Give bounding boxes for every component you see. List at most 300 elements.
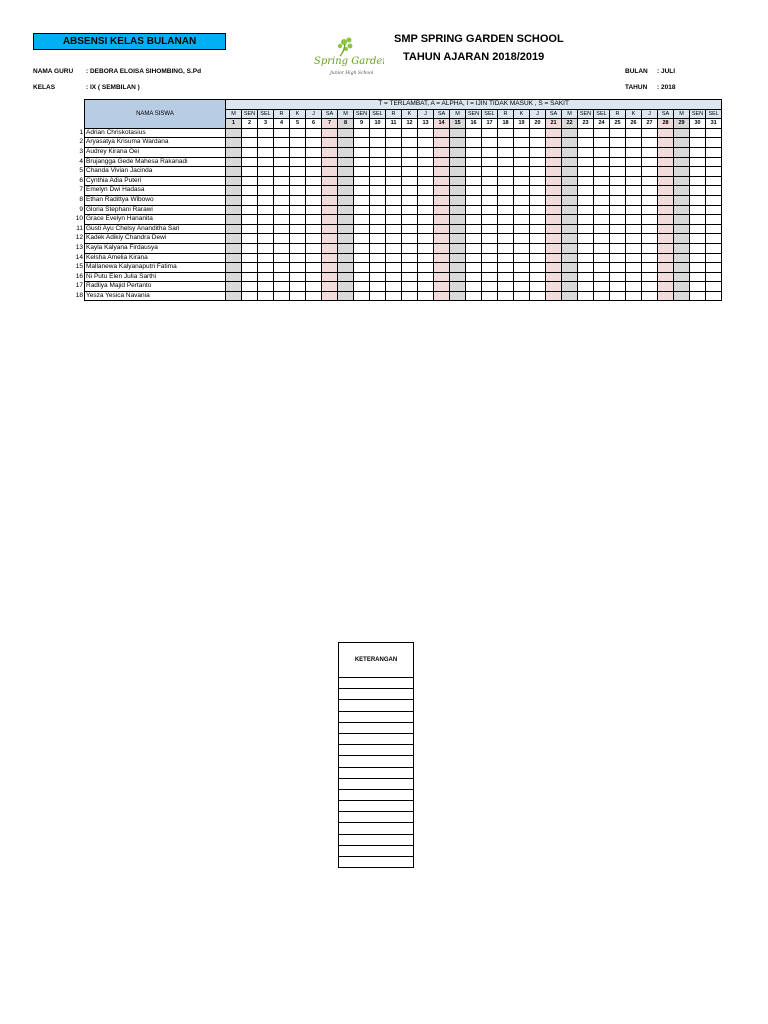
attendance-cell[interactable] [226, 157, 242, 167]
attendance-cell[interactable] [546, 282, 562, 292]
attendance-cell[interactable] [530, 176, 546, 186]
attendance-cell[interactable] [642, 195, 658, 205]
attendance-cell[interactable] [594, 205, 610, 215]
attendance-cell[interactable] [594, 167, 610, 177]
attendance-cell[interactable] [482, 167, 498, 177]
attendance-cell[interactable] [226, 234, 242, 244]
attendance-cell[interactable] [610, 186, 626, 196]
keterangan-row[interactable] [339, 801, 414, 812]
attendance-cell[interactable] [242, 147, 258, 157]
attendance-cell[interactable] [354, 234, 370, 244]
attendance-cell[interactable] [642, 128, 658, 138]
attendance-cell[interactable] [322, 167, 338, 177]
attendance-cell[interactable] [594, 234, 610, 244]
attendance-cell[interactable] [642, 167, 658, 177]
attendance-cell[interactable] [498, 253, 514, 263]
attendance-cell[interactable] [418, 215, 434, 225]
attendance-cell[interactable] [514, 195, 530, 205]
attendance-cell[interactable] [610, 205, 626, 215]
attendance-cell[interactable] [674, 195, 690, 205]
attendance-cell[interactable] [658, 157, 674, 167]
attendance-cell[interactable] [546, 157, 562, 167]
attendance-cell[interactable] [530, 205, 546, 215]
attendance-cell[interactable] [658, 176, 674, 186]
attendance-cell[interactable] [402, 263, 418, 273]
attendance-cell[interactable] [370, 205, 386, 215]
attendance-cell[interactable] [354, 205, 370, 215]
attendance-cell[interactable] [258, 147, 274, 157]
attendance-cell[interactable] [514, 224, 530, 234]
attendance-cell[interactable] [226, 243, 242, 253]
attendance-cell[interactable] [402, 138, 418, 148]
attendance-cell[interactable] [338, 224, 354, 234]
attendance-cell[interactable] [290, 282, 306, 292]
attendance-cell[interactable] [450, 263, 466, 273]
attendance-cell[interactable] [578, 243, 594, 253]
attendance-cell[interactable] [642, 282, 658, 292]
attendance-cell[interactable] [466, 186, 482, 196]
attendance-cell[interactable] [610, 195, 626, 205]
attendance-cell[interactable] [594, 282, 610, 292]
attendance-cell[interactable] [418, 263, 434, 273]
attendance-cell[interactable] [674, 282, 690, 292]
attendance-cell[interactable] [450, 128, 466, 138]
attendance-cell[interactable] [690, 234, 706, 244]
attendance-cell[interactable] [610, 253, 626, 263]
attendance-cell[interactable] [306, 128, 322, 138]
attendance-cell[interactable] [482, 282, 498, 292]
attendance-cell[interactable] [466, 263, 482, 273]
attendance-cell[interactable] [434, 128, 450, 138]
attendance-cell[interactable] [578, 195, 594, 205]
attendance-cell[interactable] [242, 234, 258, 244]
attendance-cell[interactable] [626, 167, 642, 177]
attendance-cell[interactable] [354, 157, 370, 167]
attendance-cell[interactable] [546, 138, 562, 148]
attendance-cell[interactable] [434, 205, 450, 215]
attendance-cell[interactable] [482, 195, 498, 205]
attendance-cell[interactable] [482, 272, 498, 282]
keterangan-row[interactable] [339, 700, 414, 711]
attendance-cell[interactable] [290, 147, 306, 157]
attendance-cell[interactable] [354, 272, 370, 282]
keterangan-row[interactable] [339, 789, 414, 800]
attendance-cell[interactable] [450, 176, 466, 186]
attendance-cell[interactable] [530, 128, 546, 138]
attendance-cell[interactable] [306, 138, 322, 148]
attendance-cell[interactable] [402, 272, 418, 282]
attendance-cell[interactable] [434, 186, 450, 196]
attendance-cell[interactable] [290, 205, 306, 215]
attendance-cell[interactable] [530, 234, 546, 244]
attendance-cell[interactable] [562, 263, 578, 273]
attendance-cell[interactable] [642, 138, 658, 148]
attendance-cell[interactable] [418, 243, 434, 253]
attendance-cell[interactable] [370, 147, 386, 157]
attendance-cell[interactable] [706, 234, 722, 244]
attendance-cell[interactable] [274, 243, 290, 253]
attendance-cell[interactable] [370, 243, 386, 253]
attendance-cell[interactable] [466, 157, 482, 167]
attendance-cell[interactable] [402, 253, 418, 263]
attendance-cell[interactable] [706, 186, 722, 196]
attendance-cell[interactable] [610, 243, 626, 253]
attendance-cell[interactable] [642, 253, 658, 263]
attendance-cell[interactable] [578, 291, 594, 301]
keterangan-row[interactable] [339, 767, 414, 778]
attendance-cell[interactable] [226, 253, 242, 263]
attendance-cell[interactable] [546, 253, 562, 263]
attendance-cell[interactable] [258, 195, 274, 205]
attendance-cell[interactable] [450, 243, 466, 253]
keterangan-row[interactable] [339, 678, 414, 689]
attendance-cell[interactable] [274, 147, 290, 157]
attendance-cell[interactable] [690, 128, 706, 138]
attendance-cell[interactable] [546, 186, 562, 196]
attendance-cell[interactable] [386, 128, 402, 138]
attendance-cell[interactable] [226, 195, 242, 205]
attendance-cell[interactable] [274, 205, 290, 215]
attendance-cell[interactable] [466, 128, 482, 138]
keterangan-row[interactable] [339, 857, 414, 868]
attendance-cell[interactable] [322, 224, 338, 234]
attendance-cell[interactable] [642, 147, 658, 157]
attendance-cell[interactable] [530, 272, 546, 282]
attendance-cell[interactable] [594, 224, 610, 234]
attendance-cell[interactable] [690, 243, 706, 253]
attendance-cell[interactable] [402, 243, 418, 253]
attendance-cell[interactable] [290, 263, 306, 273]
attendance-cell[interactable] [258, 291, 274, 301]
attendance-cell[interactable] [626, 243, 642, 253]
attendance-cell[interactable] [498, 272, 514, 282]
attendance-cell[interactable] [226, 224, 242, 234]
attendance-cell[interactable] [674, 205, 690, 215]
attendance-cell[interactable] [386, 215, 402, 225]
attendance-cell[interactable] [418, 291, 434, 301]
attendance-cell[interactable] [386, 176, 402, 186]
attendance-cell[interactable] [482, 176, 498, 186]
attendance-cell[interactable] [370, 128, 386, 138]
attendance-cell[interactable] [706, 263, 722, 273]
keterangan-row[interactable] [339, 722, 414, 733]
attendance-cell[interactable] [530, 282, 546, 292]
attendance-cell[interactable] [706, 176, 722, 186]
attendance-cell[interactable] [450, 253, 466, 263]
attendance-cell[interactable] [706, 224, 722, 234]
attendance-cell[interactable] [594, 147, 610, 157]
attendance-cell[interactable] [498, 176, 514, 186]
attendance-cell[interactable] [354, 195, 370, 205]
attendance-cell[interactable] [258, 186, 274, 196]
attendance-cell[interactable] [258, 263, 274, 273]
attendance-cell[interactable] [610, 234, 626, 244]
attendance-cell[interactable] [514, 138, 530, 148]
attendance-cell[interactable] [546, 243, 562, 253]
attendance-cell[interactable] [498, 243, 514, 253]
attendance-cell[interactable] [386, 272, 402, 282]
attendance-cell[interactable] [530, 157, 546, 167]
attendance-cell[interactable] [562, 215, 578, 225]
attendance-cell[interactable] [322, 234, 338, 244]
attendance-cell[interactable] [242, 167, 258, 177]
attendance-cell[interactable] [258, 272, 274, 282]
attendance-cell[interactable] [450, 224, 466, 234]
attendance-cell[interactable] [610, 291, 626, 301]
attendance-cell[interactable] [562, 147, 578, 157]
attendance-cell[interactable] [498, 138, 514, 148]
attendance-cell[interactable] [322, 147, 338, 157]
attendance-cell[interactable] [386, 186, 402, 196]
attendance-cell[interactable] [674, 272, 690, 282]
attendance-cell[interactable] [642, 234, 658, 244]
attendance-cell[interactable] [322, 186, 338, 196]
attendance-cell[interactable] [498, 215, 514, 225]
attendance-cell[interactable] [642, 215, 658, 225]
attendance-cell[interactable] [434, 253, 450, 263]
attendance-cell[interactable] [706, 205, 722, 215]
attendance-cell[interactable] [274, 215, 290, 225]
attendance-cell[interactable] [610, 263, 626, 273]
attendance-cell[interactable] [370, 291, 386, 301]
keterangan-row[interactable] [339, 823, 414, 834]
attendance-cell[interactable] [338, 167, 354, 177]
attendance-cell[interactable] [274, 195, 290, 205]
attendance-cell[interactable] [418, 282, 434, 292]
attendance-cell[interactable] [658, 147, 674, 157]
attendance-cell[interactable] [706, 243, 722, 253]
attendance-cell[interactable] [466, 205, 482, 215]
attendance-cell[interactable] [386, 234, 402, 244]
attendance-cell[interactable] [466, 195, 482, 205]
attendance-cell[interactable] [306, 272, 322, 282]
attendance-cell[interactable] [226, 186, 242, 196]
attendance-cell[interactable] [418, 167, 434, 177]
attendance-cell[interactable] [498, 167, 514, 177]
attendance-cell[interactable] [418, 147, 434, 157]
attendance-cell[interactable] [418, 205, 434, 215]
attendance-cell[interactable] [418, 186, 434, 196]
attendance-cell[interactable] [690, 272, 706, 282]
attendance-cell[interactable] [498, 128, 514, 138]
attendance-cell[interactable] [514, 272, 530, 282]
attendance-cell[interactable] [242, 282, 258, 292]
attendance-cell[interactable] [322, 243, 338, 253]
attendance-cell[interactable] [562, 176, 578, 186]
attendance-cell[interactable] [642, 205, 658, 215]
attendance-cell[interactable] [306, 243, 322, 253]
attendance-cell[interactable] [674, 157, 690, 167]
attendance-cell[interactable] [626, 234, 642, 244]
attendance-cell[interactable] [690, 176, 706, 186]
attendance-cell[interactable] [626, 205, 642, 215]
attendance-cell[interactable] [690, 263, 706, 273]
attendance-cell[interactable] [306, 263, 322, 273]
attendance-cell[interactable] [354, 215, 370, 225]
attendance-cell[interactable] [674, 253, 690, 263]
attendance-cell[interactable] [338, 138, 354, 148]
attendance-cell[interactable] [466, 253, 482, 263]
attendance-cell[interactable] [530, 243, 546, 253]
attendance-cell[interactable] [674, 176, 690, 186]
attendance-cell[interactable] [482, 186, 498, 196]
attendance-cell[interactable] [306, 205, 322, 215]
attendance-cell[interactable] [370, 167, 386, 177]
attendance-cell[interactable] [642, 224, 658, 234]
attendance-cell[interactable] [354, 147, 370, 157]
attendance-cell[interactable] [354, 186, 370, 196]
attendance-cell[interactable] [514, 234, 530, 244]
attendance-cell[interactable] [626, 263, 642, 273]
attendance-cell[interactable] [450, 234, 466, 244]
attendance-cell[interactable] [674, 147, 690, 157]
attendance-cell[interactable] [418, 195, 434, 205]
attendance-cell[interactable] [562, 186, 578, 196]
attendance-cell[interactable] [610, 147, 626, 157]
attendance-cell[interactable] [402, 205, 418, 215]
attendance-cell[interactable] [434, 138, 450, 148]
attendance-cell[interactable] [226, 147, 242, 157]
attendance-cell[interactable] [290, 243, 306, 253]
attendance-cell[interactable] [226, 128, 242, 138]
attendance-cell[interactable] [274, 282, 290, 292]
keterangan-row[interactable] [339, 845, 414, 856]
attendance-cell[interactable] [306, 224, 322, 234]
attendance-cell[interactable] [498, 205, 514, 215]
attendance-cell[interactable] [242, 253, 258, 263]
attendance-cell[interactable] [610, 157, 626, 167]
attendance-cell[interactable] [322, 176, 338, 186]
attendance-cell[interactable] [514, 186, 530, 196]
attendance-cell[interactable] [402, 157, 418, 167]
attendance-cell[interactable] [386, 253, 402, 263]
attendance-cell[interactable] [530, 186, 546, 196]
attendance-cell[interactable] [386, 147, 402, 157]
attendance-cell[interactable] [226, 272, 242, 282]
attendance-cell[interactable] [546, 205, 562, 215]
attendance-cell[interactable] [258, 176, 274, 186]
attendance-cell[interactable] [242, 243, 258, 253]
attendance-cell[interactable] [674, 215, 690, 225]
attendance-cell[interactable] [450, 272, 466, 282]
attendance-cell[interactable] [626, 186, 642, 196]
attendance-cell[interactable] [482, 205, 498, 215]
attendance-cell[interactable] [562, 205, 578, 215]
attendance-cell[interactable] [626, 157, 642, 167]
attendance-cell[interactable] [626, 128, 642, 138]
attendance-cell[interactable] [546, 195, 562, 205]
attendance-cell[interactable] [562, 282, 578, 292]
attendance-cell[interactable] [290, 291, 306, 301]
attendance-cell[interactable] [578, 128, 594, 138]
attendance-cell[interactable] [290, 272, 306, 282]
attendance-cell[interactable] [530, 263, 546, 273]
attendance-cell[interactable] [450, 282, 466, 292]
attendance-cell[interactable] [626, 195, 642, 205]
attendance-cell[interactable] [290, 176, 306, 186]
attendance-cell[interactable] [562, 195, 578, 205]
attendance-cell[interactable] [498, 224, 514, 234]
attendance-cell[interactable] [642, 272, 658, 282]
attendance-cell[interactable] [706, 147, 722, 157]
attendance-cell[interactable] [546, 272, 562, 282]
attendance-cell[interactable] [370, 138, 386, 148]
attendance-cell[interactable] [242, 128, 258, 138]
attendance-cell[interactable] [610, 282, 626, 292]
attendance-cell[interactable] [498, 195, 514, 205]
attendance-cell[interactable] [690, 138, 706, 148]
attendance-cell[interactable] [354, 243, 370, 253]
attendance-cell[interactable] [706, 128, 722, 138]
attendance-cell[interactable] [306, 147, 322, 157]
attendance-cell[interactable] [690, 147, 706, 157]
attendance-cell[interactable] [290, 234, 306, 244]
attendance-cell[interactable] [306, 282, 322, 292]
attendance-cell[interactable] [338, 263, 354, 273]
attendance-cell[interactable] [450, 215, 466, 225]
attendance-cell[interactable] [466, 224, 482, 234]
attendance-cell[interactable] [674, 243, 690, 253]
attendance-cell[interactable] [594, 263, 610, 273]
attendance-cell[interactable] [418, 138, 434, 148]
attendance-cell[interactable] [386, 157, 402, 167]
attendance-cell[interactable] [578, 282, 594, 292]
attendance-cell[interactable] [434, 263, 450, 273]
attendance-cell[interactable] [370, 253, 386, 263]
attendance-cell[interactable] [546, 128, 562, 138]
attendance-cell[interactable] [306, 253, 322, 263]
attendance-cell[interactable] [530, 138, 546, 148]
attendance-cell[interactable] [674, 291, 690, 301]
attendance-cell[interactable] [354, 282, 370, 292]
keterangan-row[interactable] [339, 733, 414, 744]
attendance-cell[interactable] [562, 272, 578, 282]
attendance-cell[interactable] [226, 263, 242, 273]
attendance-cell[interactable] [658, 195, 674, 205]
attendance-cell[interactable] [610, 224, 626, 234]
attendance-cell[interactable] [626, 215, 642, 225]
attendance-cell[interactable] [514, 205, 530, 215]
attendance-cell[interactable] [322, 272, 338, 282]
attendance-cell[interactable] [434, 195, 450, 205]
attendance-cell[interactable] [402, 282, 418, 292]
attendance-cell[interactable] [434, 215, 450, 225]
attendance-cell[interactable] [322, 128, 338, 138]
attendance-cell[interactable] [642, 186, 658, 196]
attendance-cell[interactable] [562, 291, 578, 301]
attendance-cell[interactable] [322, 253, 338, 263]
attendance-cell[interactable] [274, 224, 290, 234]
attendance-cell[interactable] [658, 263, 674, 273]
attendance-cell[interactable] [674, 224, 690, 234]
attendance-cell[interactable] [290, 157, 306, 167]
attendance-cell[interactable] [466, 215, 482, 225]
attendance-cell[interactable] [530, 195, 546, 205]
attendance-cell[interactable] [338, 195, 354, 205]
attendance-cell[interactable] [450, 195, 466, 205]
attendance-cell[interactable] [226, 176, 242, 186]
attendance-cell[interactable] [706, 272, 722, 282]
attendance-cell[interactable] [258, 205, 274, 215]
attendance-cell[interactable] [594, 128, 610, 138]
attendance-cell[interactable] [258, 243, 274, 253]
attendance-cell[interactable] [690, 195, 706, 205]
attendance-cell[interactable] [338, 282, 354, 292]
attendance-cell[interactable] [466, 291, 482, 301]
attendance-cell[interactable] [546, 167, 562, 177]
attendance-cell[interactable] [418, 272, 434, 282]
attendance-cell[interactable] [482, 291, 498, 301]
